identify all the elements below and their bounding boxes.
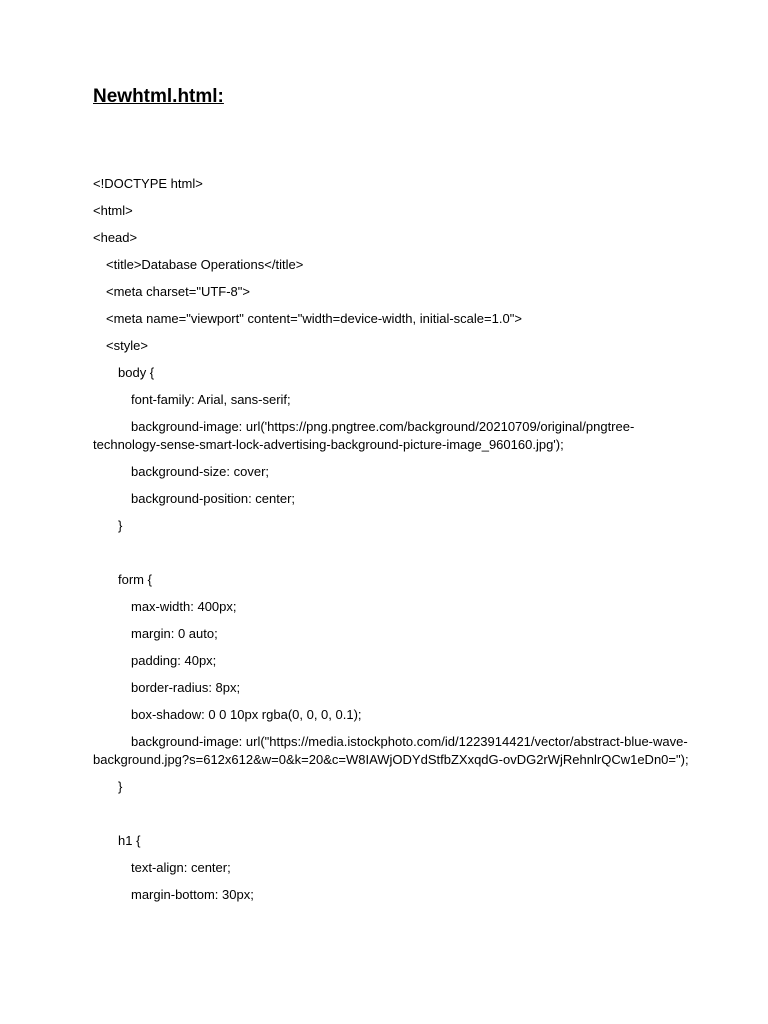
code-line: max-width: 400px; <box>131 599 237 614</box>
document-title: Newhtml.html: <box>93 86 224 107</box>
code-line: margin: 0 auto; <box>131 626 218 641</box>
code-line: font-family: Arial, sans-serif; <box>131 392 291 407</box>
code-line: padding: 40px; <box>131 653 217 668</box>
code-line: border-radius: 8px; <box>131 680 241 695</box>
code-line: form { <box>118 572 152 587</box>
code-line: background-image: url("https://media.istockphoto.com/id/1223914421/vector/abstract-blue-wave-background.jpg?s=612x612&w=0&k=20&c=W8IAWjODYdStfbZXxqdG-ovDG2rWjRehnlrQCw1eDn0="); <box>93 734 689 767</box>
code-line: <html> <box>93 203 133 218</box>
blank-line <box>93 805 693 823</box>
code-line: background-position: center; <box>131 491 296 506</box>
blank-line <box>93 544 693 562</box>
code-line: background-size: cover; <box>131 464 270 479</box>
code-line: <!DOCTYPE html> <box>93 176 203 191</box>
code-line: <head> <box>93 230 138 245</box>
code-line: body { <box>118 365 155 380</box>
code-line: text-align: center; <box>131 860 231 875</box>
code-line: box-shadow: 0 0 10px rgba(0, 0, 0, 0.1); <box>131 707 362 722</box>
code-line: <meta name="viewport" content="width=device-width, initial-scale=1.0"> <box>106 311 522 326</box>
code-line: } <box>118 518 123 533</box>
code-line: margin-bottom: 30px; <box>131 887 254 902</box>
code-line: <meta charset="UTF-8"> <box>106 284 250 299</box>
code-line: <style> <box>106 338 148 353</box>
code-line: background-image: url('https://png.pngtree.com/background/20210709/original/pngtree-technology-sense-smart-lock-advertising-background-picture-image_960160.jpg'); <box>93 419 635 452</box>
code-listing <box>93 175 693 913</box>
code-line: h1 { <box>118 833 141 848</box>
code-line: } <box>118 779 123 794</box>
code-line: <title>Database Operations</title> <box>106 257 304 272</box>
